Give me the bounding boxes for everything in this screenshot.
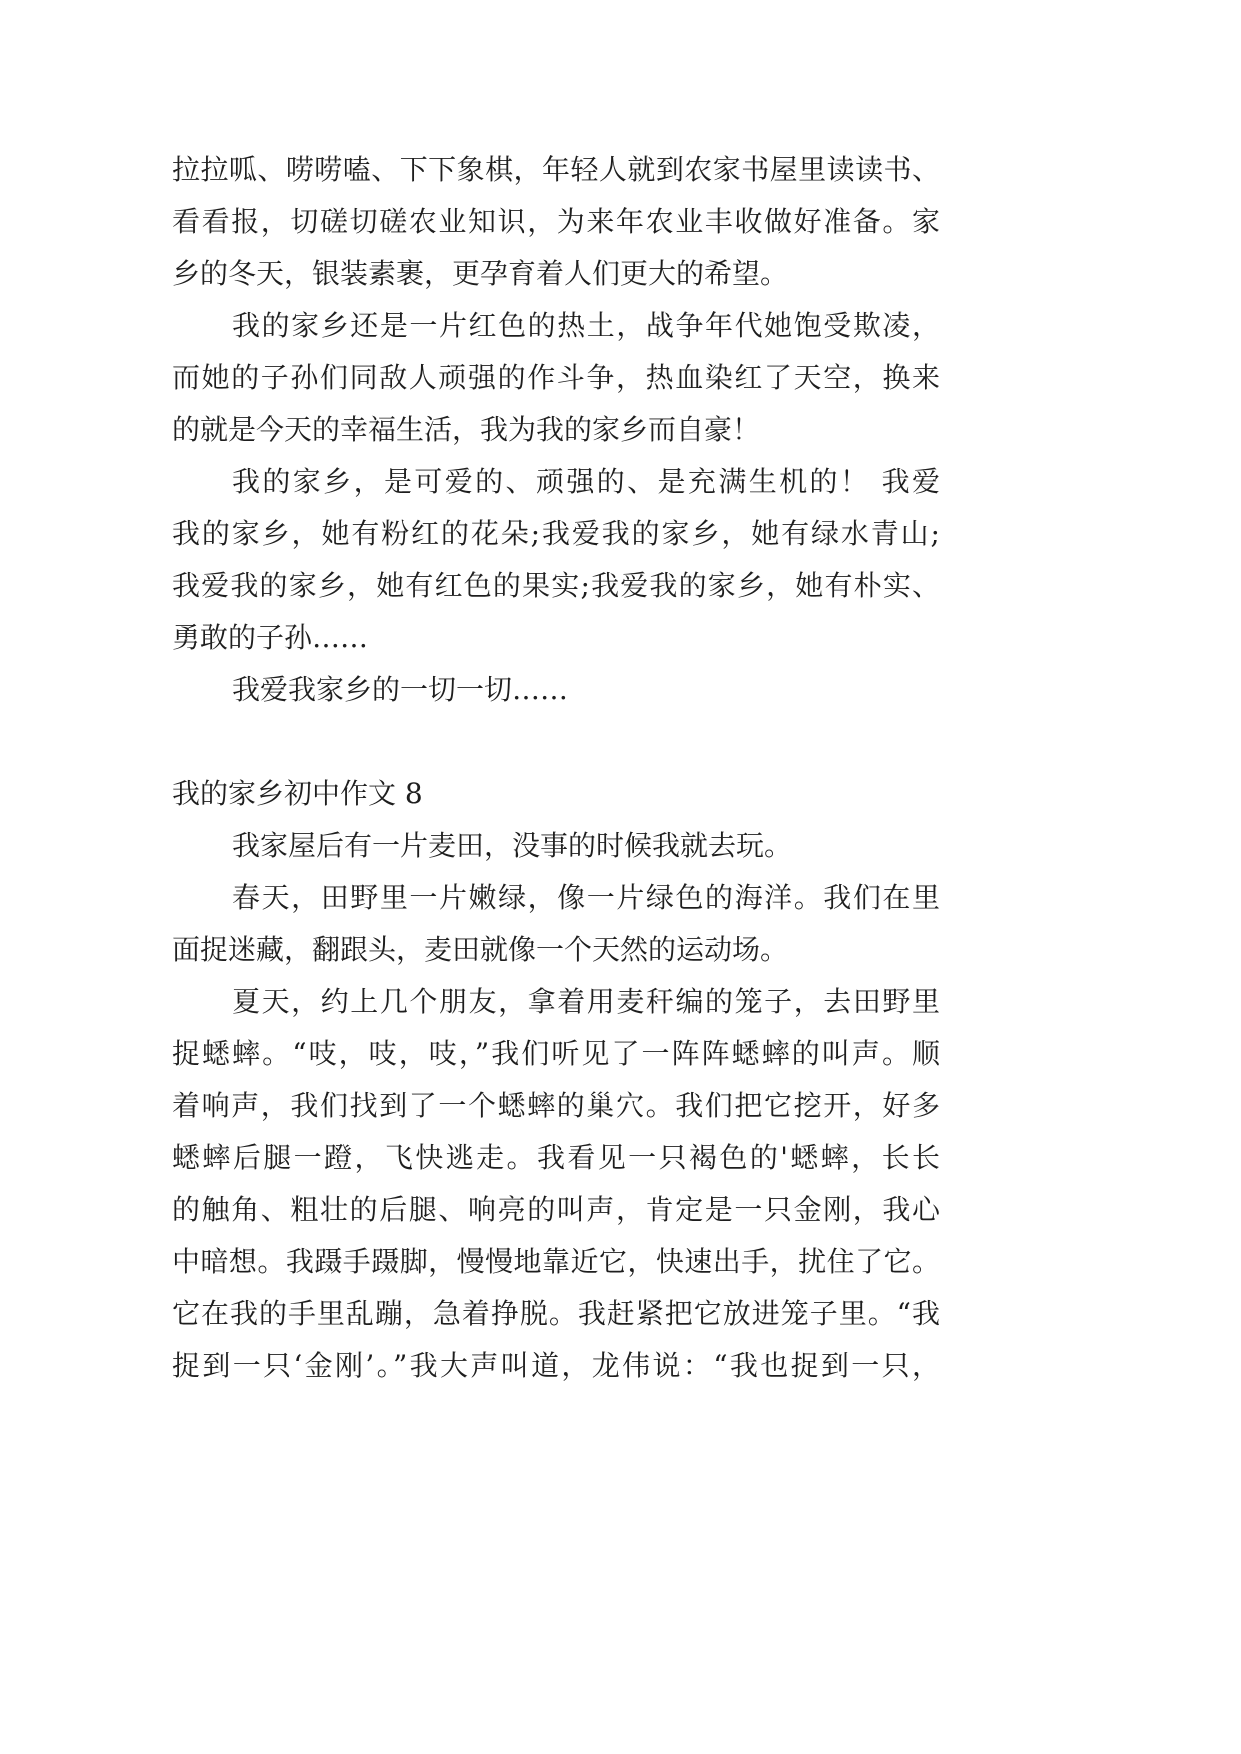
text-line: 我的家乡还是一片红色的热土，战争年代她饱受欺凌， (232, 309, 940, 342)
text-line: 勇敢的子孙…… (172, 621, 369, 654)
paragraph (172, 664, 940, 716)
text-line: 我的家乡，是可爱的、顽强的、是充满生机的！ 我爱 (232, 465, 940, 498)
text-line: 看看报，切磋切磋农业知识，为来年农业丰收做好准备。家 (172, 205, 940, 238)
text-line: 的就是今天的幸福生活，我为我的家乡而自豪！ (172, 413, 761, 446)
text-line: 我的家乡，她有粉红的花朵;我爱我的家乡，她有绿水青山; (172, 517, 940, 550)
text-line: 捉蟋蟀。“吱，吱，吱，”我们听见了一阵阵蟋蟀的叫声。顺 (172, 1037, 940, 1070)
text-line: 的触角、粗壮的后腿、响亮的叫声，肯定是一只金刚，我心 (172, 1193, 940, 1226)
text-line: 捉到一只‘金刚’。”我大声叫道，龙伟说：“我也捉到一只， (172, 1349, 940, 1382)
text-line: 面捉迷藏，翻跟头，麦田就像一个天然的运动场。 (172, 933, 789, 966)
essay-title: 我的家乡初中作文 8 (172, 777, 423, 810)
paragraph (172, 872, 940, 976)
document-body (172, 144, 940, 1392)
text-line: 而她的子孙们同敌人顽强的作斗争，热血染红了天空，换来 (172, 361, 940, 394)
paragraph (172, 820, 940, 872)
text-line: 我家屋后有一片麦田，没事的时候我就去玩。 (232, 829, 793, 862)
text-line: 我爱我家乡的一切一切…… (232, 673, 569, 706)
paragraph (172, 300, 940, 456)
text-line: 乡的冬天，银装素裹，更孕育着人们更大的希望。 (172, 257, 789, 290)
text-line: 春天，田野里一片嫩绿，像一片绿色的海洋。我们在里 (232, 881, 940, 914)
text-line: 我爱我的家乡，她有红色的果实;我爱我的家乡，她有朴实、 (172, 569, 940, 602)
paragraph (172, 144, 940, 300)
text-line: 中暗想。我蹑手蹑脚，慢慢地靠近它，快速出手，扰住了它。 (172, 1245, 940, 1278)
text-line: 拉拉呱、唠唠嗑、下下象棋，年轻人就到农家书屋里读读书、 (172, 153, 940, 186)
paragraph (172, 976, 940, 1392)
text-line: 着响声，我们找到了一个蟋蟀的巢穴。我们把它挖开，好多 (172, 1089, 940, 1122)
text-line: 夏天，约上几个朋友，拿着用麦秆编的笼子，去田野里 (232, 985, 940, 1018)
paragraph (172, 456, 940, 664)
text-line: 它在我的手里乱蹦，急着挣脱。我赶紧把它放进笼子里。“我 (172, 1297, 940, 1330)
text-line: 蟋蟀后腿一蹬，飞快逃走。我看见一只褐色的'蟋蟀，长长 (172, 1141, 940, 1174)
